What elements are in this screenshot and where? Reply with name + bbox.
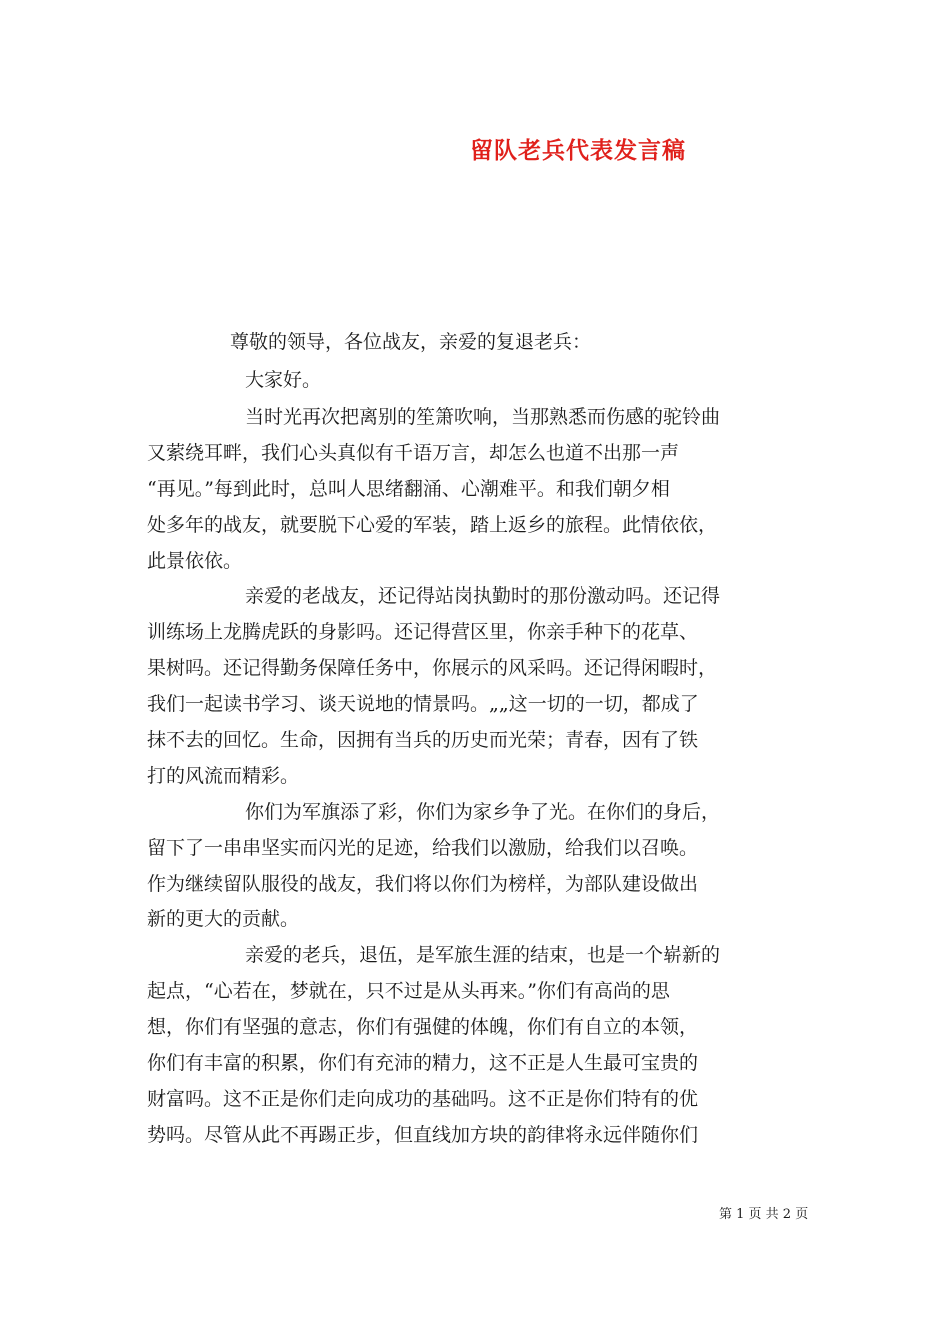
- text-line: 训练场上龙腾虎跃的身影吗。还记得营区里，你亲手种下的花草、: [147, 621, 699, 644]
- text-line: 亲爱的老战友，还记得站岗执勤时的那份激动吗。还记得: [245, 585, 721, 608]
- text-line: 我们一起读书学习、谈天说地的情景吗。„„这一切的一切，都成了: [147, 693, 699, 716]
- text-line: “再见。”每到此时，总叫人思绪翻涌、心潮难平。和我们朝夕相: [147, 477, 670, 500]
- text-line: 作为继续留队服役的战友，我们将以你们为榜样，为部队建设做出: [147, 872, 699, 895]
- text-line: 财富吗。这不正是你们走向成功的基础吗。这不正是你们特有的优: [147, 1087, 699, 1110]
- greeting-line: 尊敬的领导，各位战友，亲爱的复退老兵：: [230, 331, 592, 353]
- paragraph-2: [147, 579, 809, 794]
- paragraph-3: [147, 795, 809, 939]
- text-line: 亲爱的老兵，退伍，是军旅生涯的结束，也是一个崭新的: [245, 944, 721, 967]
- page-number-footer: 第 1 页 共 2 页: [719, 1207, 809, 1222]
- text-line: 果树吗。还记得勤务保障任务中，你展示的风采吗。还记得闲暇时，: [147, 657, 718, 680]
- text-line: 新的更大的贡献。: [147, 908, 300, 931]
- document-title: 留队老兵代表发言稿: [470, 137, 686, 164]
- text-line: 打的风流而精彩。: [147, 764, 300, 787]
- text-line: 抹不去的回忆。生命，因拥有当兵的历史而光荣；青春，因有了铁: [147, 729, 699, 752]
- text-line: 留下了一串串坚实而闪光的足迹，给我们以激励，给我们以召唤。: [147, 836, 699, 859]
- hello-line: 大家好。: [245, 369, 322, 391]
- text-line: 你们为军旗添了彩，你们为家乡争了光。在你们的身后，: [245, 800, 721, 823]
- text-line: 处多年的战友，就要脱下心爱的军装，踏上返乡的旅程。此情依依，: [147, 513, 718, 536]
- text-line: 起点，“心若在，梦就在，只不过是从头再来。”你们有高尚的思: [147, 980, 670, 1003]
- text-line: 想，你们有坚强的意志，你们有强健的体魄，你们有自立的本领，: [147, 1016, 699, 1039]
- text-line: 你们有丰富的积累，你们有充沛的精力，这不正是人生最可宝贵的: [147, 1052, 699, 1075]
- paragraph-1: [147, 400, 809, 579]
- text-line: 势吗。尽管从此不再踢正步，但直线加方块的韵律将永远伴随你们: [147, 1123, 699, 1146]
- text-line: 此景依依。: [147, 549, 243, 572]
- text-line: 当时光再次把离别的笙箫吹响，当那熟悉而伤感的驼铃曲: [245, 406, 721, 428]
- text-line: 又萦绕耳畔，我们心头真似有千语万言，却怎么也道不出那一声: [147, 441, 680, 464]
- paragraph-4: [147, 938, 809, 1153]
- body-text: [147, 400, 809, 1154]
